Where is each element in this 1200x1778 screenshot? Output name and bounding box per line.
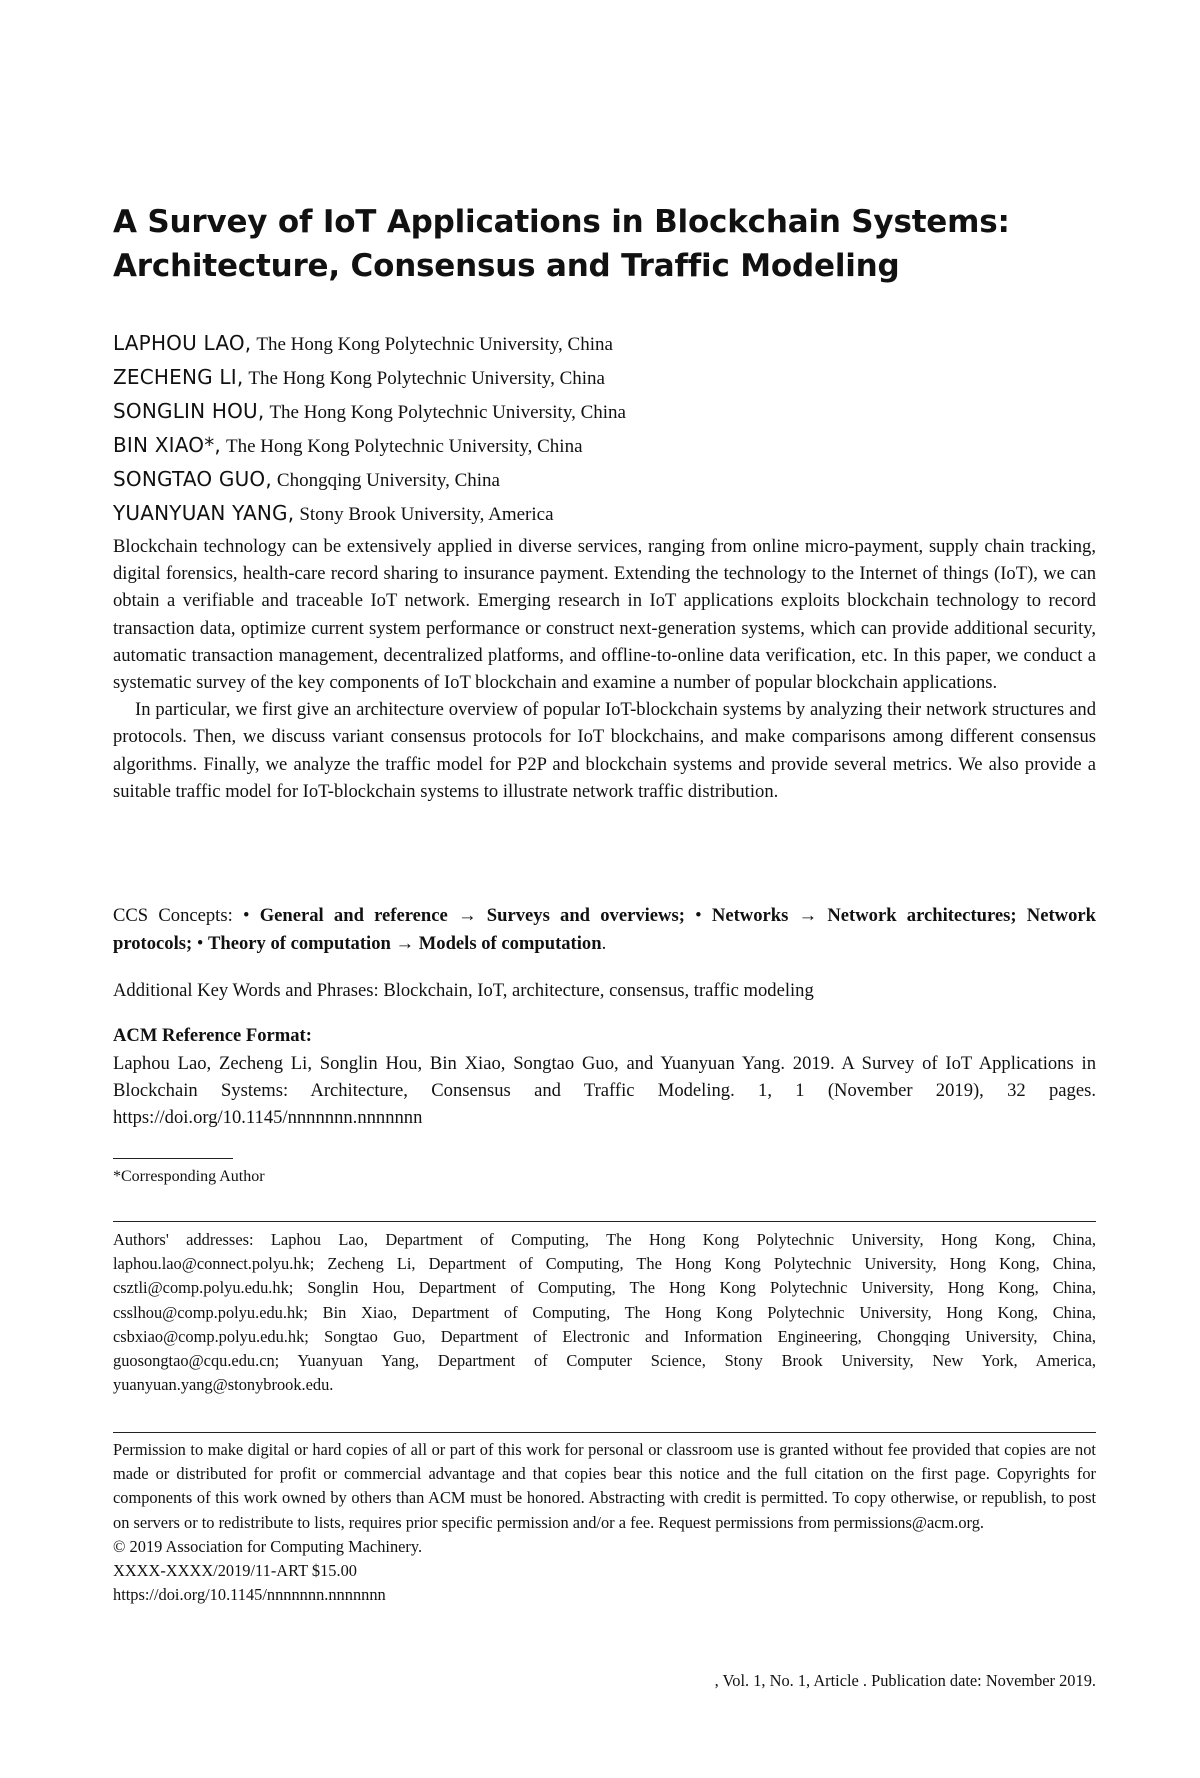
author-affiliation: The Hong Kong Polytechnic University, China [269, 402, 626, 423]
author-affiliation: Chongqing University, China [276, 470, 500, 491]
paper-title [113, 200, 1096, 288]
author-entry [113, 497, 1096, 531]
permission-divider [113, 1432, 1096, 1433]
author-name: LAPHOU LAO, [113, 331, 252, 355]
ccs-separator: • [192, 932, 208, 954]
author-addresses: Authors' addresses: Laphou Lao, Department of Computing, The Hong Kong Polytechnic University, Hong Kong, China, laphou.lao@connect.polyu.hk; Zecheng Li, Department of Computing, The Hong Kong Polytechnic University, Hong Kong, China, csztli@comp.polyu.edu.hk; Songlin Hou, Department of Computing, The Hong Kong Polytechnic University, Hong Kong, China, csslhou@comp.polyu.edu.hk; Bin Xiao, Department of Computing, The Hong Kong Polytechnic University, Hong Kong, China, csbxiao@comp.polyu.edu.hk; Songtao Guo, Department of Electronic and Information Engineering, Chongqing University, China, guosongtao@cqu.edu.cn; Yuanyuan Yang, Department of Computer Science, Stony Brook University, New York, America, yuanyuan.yang@stonybrook.edu. [113, 1230, 1096, 1395]
ccs-concept-3: Theory of computation → Models of computation [208, 932, 602, 954]
author-affiliation: The Hong Kong Polytechnic University, China [225, 436, 583, 457]
ccs-concepts [113, 902, 1096, 957]
addresses-divider [113, 1221, 1096, 1222]
permission-text: Permission to make digital or hard copies of all or part of this work for personal or classroom use is granted without fee provided that copies are not made or distributed for profit or commercial advantage and that copies bear this notice and the full citation on the first page. Copyrights for components of this work owned by others than ACM must be honored. Abstracting with credit is permitted. To copy otherwise, or republish, to post on servers or to redistribute to lists, requires prior specific permission and/or a fee. Request permissions from permissions@acm.org. [113, 1440, 1096, 1532]
ccs-label: CCS Concepts: • [113, 905, 260, 926]
issn-line: XXXX-XXXX/2019/11-ART $15.00 [113, 1561, 357, 1581]
author-name: BIN XIAO*, [113, 433, 221, 457]
ccs-concept-1: General and reference → Surveys and overviews; [259, 905, 685, 926]
publication-info: , Vol. 1, No. 1, Article . Publication date: November 2019. [714, 1671, 1096, 1690]
ccs-concept-2: Networks → Network architectures; Network protocols; [113, 905, 1096, 954]
author-name: SONGLIN HOU, [113, 399, 265, 423]
author-entry [113, 463, 1096, 497]
title-line-2: Architecture, Consensus and Traffic Modeling [113, 248, 900, 284]
author-name: YUANYUAN YANG, [113, 501, 295, 525]
copyright-line: © 2019 Association for Computing Machinery. [113, 1536, 423, 1556]
author-name: SONGTAO GUO, [113, 467, 272, 491]
author-affiliation: Stony Brook University, America [299, 504, 554, 525]
abstract-paragraph-2: In particular, we first give an architecture overview of popular IoT-blockchain systems by analyzing their network structures and protocols. Then, we discuss variant consensus protocols for IoT blockchains, and make comparisons among different consensus algorithms. Finally, we analyze the traffic model for P2P and blockchain systems and provide several metrics. We also provide a suitable traffic model for IoT-blockchain systems to illustrate network traffic distribution. [113, 699, 1096, 802]
author-affiliation: The Hong Kong Polytechnic University, China [256, 334, 613, 355]
keywords: Additional Key Words and Phrases: Blockchain, IoT, architecture, consensus, traffic modeling [113, 980, 814, 1001]
author-entry [113, 395, 1096, 429]
author-name: ZECHENG LI, [113, 365, 244, 389]
author-entry [113, 429, 1096, 463]
abstract [113, 533, 1096, 805]
permission-block [113, 1438, 1096, 1607]
author-affiliation: The Hong Kong Polytechnic University, China [248, 368, 605, 389]
abstract-paragraph-1: Blockchain technology can be extensively applied in diverse services, ranging from online micro-payment, supply chain tracking, digital forensics, health-care record sharing to insurance payment. Extending the technology to the Internet of things (IoT), we can obtain a verifiable and traceable IoT network. Emerging research in IoT applications exploits blockchain technology to record transaction data, optimize current system performance or construct next-generation systems, which can provide additional security, automatic transaction management, decentralized platforms, and offline-to-online data verification, etc. In this paper, we conduct a systematic survey of the key components of IoT blockchain and examine a number of popular blockchain applications. [113, 536, 1096, 694]
ccs-end: . [601, 932, 607, 954]
title-line-1: A Survey of IoT Applications in Blockchain Systems: [113, 204, 1010, 240]
doi-line: https://doi.org/10.1145/nnnnnnn.nnnnnnn [113, 1585, 386, 1605]
acm-reference: Laphou Lao, Zecheng Li, Songlin Hou, Bin Xiao, Songtao Guo, and Yuanyuan Yang. 2019. A Survey of IoT Applications in Blockchain Systems: Architecture, Consensus and Traffic Modeling. 1, 1 (November 2019), 32 pages. https://doi.org/10.1145/nnnnnnn.nnnnnnn [113, 1053, 1096, 1129]
ccs-separator: • [684, 905, 712, 926]
author-entry [113, 361, 1096, 395]
footnote-divider [113, 1158, 233, 1159]
corresponding-author-footnote: *Corresponding Author [113, 1168, 265, 1185]
author-entry [113, 327, 1096, 361]
acm-reference-heading: ACM Reference Format: [113, 1025, 312, 1046]
author-list [113, 327, 1096, 531]
